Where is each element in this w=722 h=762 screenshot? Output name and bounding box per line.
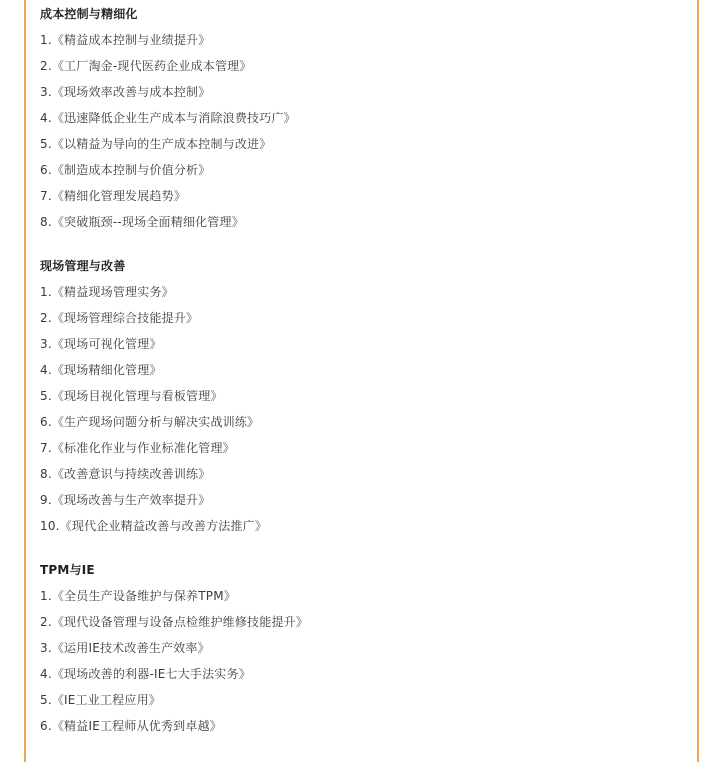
list-item: 4.《现场精细化管理》 bbox=[40, 363, 162, 377]
list-item: 1.《全员生产设备维护与保养TPM》 bbox=[40, 589, 236, 603]
list-item: 1.《精益成本控制与业绩提升》 bbox=[40, 33, 211, 47]
section-tpm-ie bbox=[40, 560, 682, 742]
left-border-line bbox=[24, 0, 26, 762]
list-item: 3.《现场可视化管理》 bbox=[40, 337, 162, 351]
right-border-line bbox=[697, 0, 699, 762]
section-title: 成本控制与精细化 bbox=[40, 7, 138, 21]
list-item: 5.《IE工业工程应用》 bbox=[40, 693, 161, 707]
list-item: 2.《现场管理综合技能提升》 bbox=[40, 311, 199, 325]
course-list bbox=[40, 30, 682, 238]
section-title: 现场管理与改善 bbox=[40, 259, 126, 273]
list-item: 9.《现场改善与生产效率提升》 bbox=[40, 493, 211, 507]
list-item: 3.《现场效率改善与成本控制》 bbox=[40, 85, 211, 99]
list-item: 7.《精细化管理发展趋势》 bbox=[40, 189, 187, 203]
list-item: 6.《精益IE工程师从优秀到卓越》 bbox=[40, 719, 222, 733]
list-item: 2.《现代设备管理与设备点检维护维修技能提升》 bbox=[40, 615, 309, 629]
section-cost-control bbox=[40, 4, 682, 238]
course-list bbox=[40, 282, 682, 542]
list-item: 8.《改善意识与持续改善训练》 bbox=[40, 467, 211, 481]
list-item: 5.《现场目视化管理与看板管理》 bbox=[40, 389, 223, 403]
section-title: TPM与IE bbox=[40, 563, 95, 577]
list-item: 4.《迅速降低企业生产成本与消除浪费技巧广》 bbox=[40, 111, 296, 125]
list-item: 6.《制造成本控制与价值分析》 bbox=[40, 163, 211, 177]
list-item: 1.《精益现场管理实务》 bbox=[40, 285, 174, 299]
course-list-content bbox=[40, 4, 682, 742]
list-item: 8.《突破瓶颈--现场全面精细化管理》 bbox=[40, 215, 244, 229]
list-item: 2.《工厂淘金-现代医药企业成本管理》 bbox=[40, 59, 252, 73]
list-item: 3.《运用IE技术改善生产效率》 bbox=[40, 641, 210, 655]
list-item: 6.《生产现场问题分析与解决实战训练》 bbox=[40, 415, 260, 429]
list-item: 4.《现场改善的利器-IE七大手法实务》 bbox=[40, 667, 251, 681]
list-item: 7.《标准化作业与作业标准化管理》 bbox=[40, 441, 235, 455]
list-item: 5.《以精益为导向的生产成本控制与改进》 bbox=[40, 137, 272, 151]
list-item: 10.《现代企业精益改善与改善方法推广》 bbox=[40, 519, 268, 533]
section-site-management bbox=[40, 256, 682, 542]
course-list bbox=[40, 586, 682, 742]
